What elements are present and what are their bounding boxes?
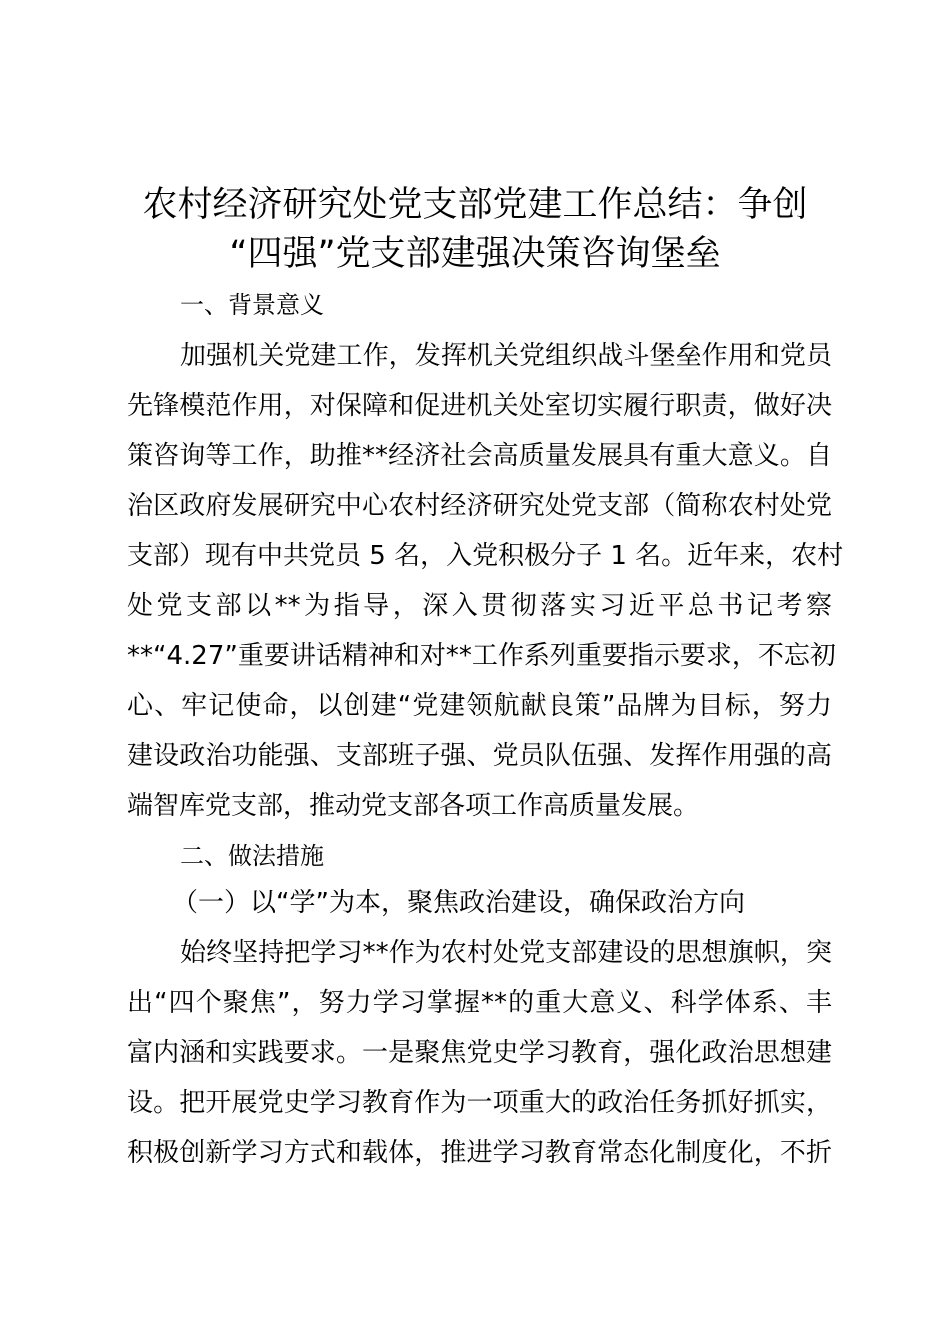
paragraph-line: 处党支部以**为指导，深入贯彻落实习近平总书记考察 xyxy=(127,591,832,621)
paragraph-line: 支部）现有中共党员 5 名，入党积极分子 1 名。近年来，农村 xyxy=(127,541,844,571)
subsection-heading: （一）以“学”为本，聚焦政治建设，确保政治方向 xyxy=(172,888,745,918)
section-heading-background: 一、背景意义 xyxy=(180,291,324,319)
document-title-line-2: “四强”党支部建强决策咨询堡垒 xyxy=(229,234,721,274)
section-heading-measures: 二、做法措施 xyxy=(180,842,324,870)
paragraph-line: **“4.27”重要讲话精神和对**工作系列重要指示要求，不忘初 xyxy=(127,641,836,671)
paragraph-line: 设。把开展党史学习教育作为一项重大的政治任务抓好抓实， xyxy=(127,1088,832,1118)
paragraph-line: 治区政府发展研究中心农村经济研究处党支部（简称农村处党 xyxy=(127,491,832,521)
document-title-line-1: 农村经济研究处党支部党建工作总结：争创 xyxy=(142,185,808,225)
paragraph-line: 先锋模范作用，对保障和促进机关处室切实履行职责，做好决 xyxy=(127,391,832,421)
paragraph-line: 策咨询等工作，助推**经济社会高质量发展具有重大意义。自 xyxy=(127,441,832,471)
paragraph-line: 心、牢记使命，以创建“党建领航献良策”品牌为目标，努力 xyxy=(127,691,832,721)
paragraph-line: 富内涵和实践要求。一是聚焦党史学习教育，强化政治思想建 xyxy=(127,1038,832,1068)
paragraph-line: 出“四个聚焦”，努力学习掌握**的重大意义、科学体系、丰 xyxy=(127,988,832,1018)
paragraph-line: 积极创新学习方式和载体，推进学习教育常态化制度化，不折 xyxy=(127,1138,832,1168)
paragraph-line: 始终坚持把学习**作为农村处党支部建设的思想旗帜，突 xyxy=(180,938,832,968)
paragraph-line: 加强机关党建工作，发挥机关党组织战斗堡垒作用和党员 xyxy=(180,341,832,371)
paragraph-line: 建设政治功能强、支部班子强、党员队伍强、发挥作用强的高 xyxy=(127,741,832,771)
paragraph-line: 端智库党支部，推动党支部各项工作高质量发展。 xyxy=(127,791,700,821)
